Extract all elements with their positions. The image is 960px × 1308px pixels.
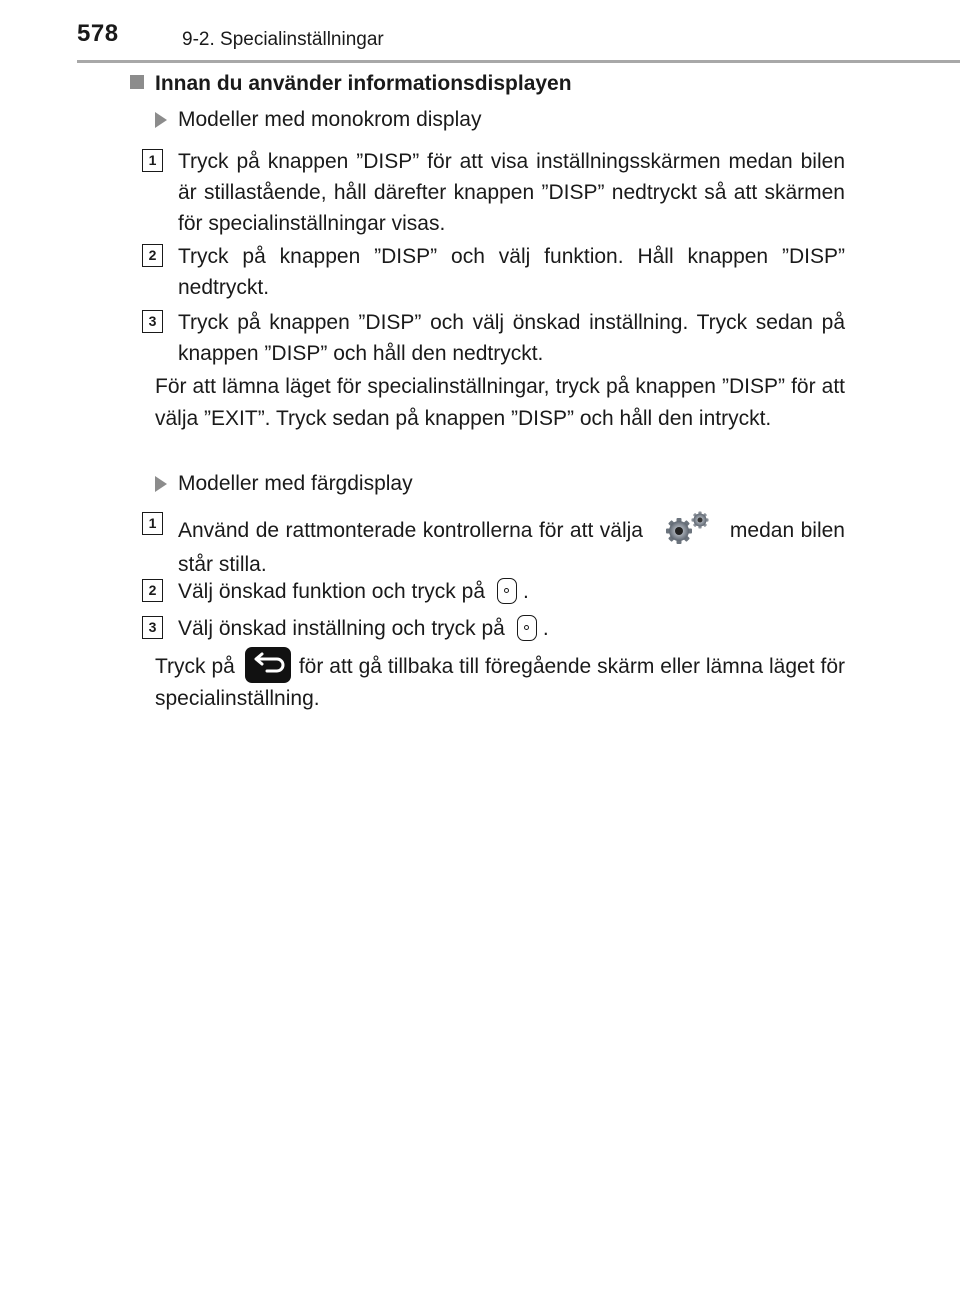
gear-settings-icon xyxy=(663,509,713,549)
step-text: Tryck på knappen ”DISP” och välj funktion. Håll knappen ”DISP” nedtryckt. xyxy=(178,245,845,299)
step-number: 2 xyxy=(142,579,163,602)
step-text: Tryck på knappen ”DISP” för att visa inställningsskärmen medan bilen är stillastående, håll därefter knappen ”DISP” nedtryckt så att skärmen för specialinställningar visas. xyxy=(178,150,845,235)
step-number: 3 xyxy=(142,616,163,639)
subsection-color: Modeller med färgdisplay xyxy=(155,472,413,496)
step-number: 3 xyxy=(142,310,163,333)
enter-dial-icon xyxy=(517,615,537,641)
subsection-mono: Modeller med monokrom display xyxy=(155,108,481,132)
square-bullet-icon xyxy=(130,75,144,89)
header-divider xyxy=(77,60,960,63)
step-number: 1 xyxy=(142,512,163,535)
color-back-note: Tryck på för att gå tillbaka till föregående skärm eller lämna läget för specialinställning. xyxy=(155,647,845,715)
page-number: 578 xyxy=(77,20,119,47)
step-text: Välj önskad inställning och tryck på . xyxy=(178,617,549,640)
page-header xyxy=(77,20,960,54)
step-number: 1 xyxy=(142,149,163,172)
triangle-bullet-icon xyxy=(155,112,167,128)
chapter-title: 9-2. Specialinställningar xyxy=(182,29,384,50)
step-text: Välj önskad funktion och tryck på . xyxy=(178,580,529,603)
step-text: Tryck på knappen ”DISP” och välj önskad inställning. Tryck sedan på knappen ”DISP” och håll den nedtryckt. xyxy=(178,311,845,365)
mono-exit-note: För att lämna läget för specialinställningar, tryck på knappen ”DISP” för att välja ”EXIT”. Tryck sedan på knappen ”DISP” och håll den intryckt. xyxy=(155,375,845,430)
step-text: Använd de rattmonterade kontrollerna för att välja medan bilen står stilla. xyxy=(178,509,845,580)
section-heading: Innan du använder informationsdisplayen xyxy=(130,72,572,96)
enter-dial-icon xyxy=(497,578,517,604)
triangle-bullet-icon xyxy=(155,476,167,492)
step-number: 2 xyxy=(142,244,163,267)
back-button-icon xyxy=(245,647,291,683)
